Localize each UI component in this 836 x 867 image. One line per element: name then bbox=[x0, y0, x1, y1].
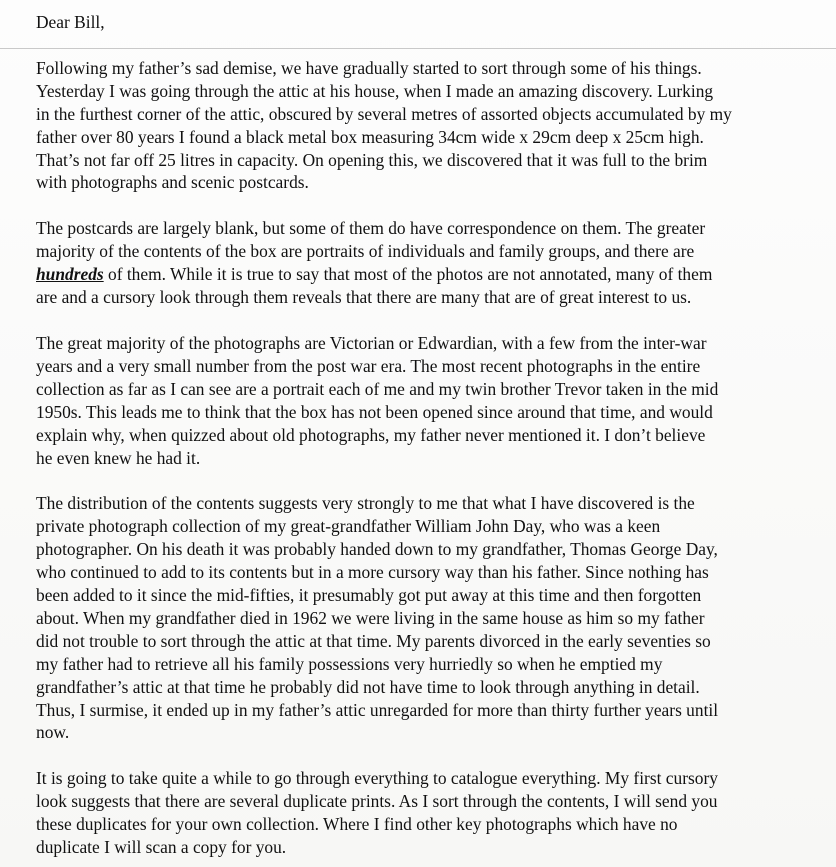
paragraph-catalogue: It is going to take quite a while to go through everything to catalogue everything. My first cursory look suggests that there are several duplicate prints. As I sort through the contents, I will send you these duplicates for your own collection. Where I find other key photographs which have no duplicate I will scan a copy for you. bbox=[36, 768, 718, 858]
paragraph-victorian: The great majority of the photographs are Victorian or Edwardian, with a few from the inter-war years and a very small number from the post war era. The most recent photographs in the entire collection as far as I can see are a portrait each of me and my twin brother Trevor taken in the mid 1950s. This leads me to think that the box has not been opened since around that time, and would explain why, when quizzed about old photographs, my father never mentioned it. I don’t believe he even knew he had it. bbox=[36, 332, 719, 468]
emphasis-hundreds: hundreds bbox=[36, 264, 104, 285]
letter-body bbox=[36, 11, 826, 867]
paragraph-postcards-start: The postcards are largely blank, but some of them do have correspondence on them. The greater majority of the contents of the box are portraits of individuals and family groups, and there are bbox=[36, 218, 706, 262]
salutation: Dear Bill, bbox=[36, 12, 105, 32]
paragraph-postcards bbox=[36, 217, 826, 309]
paragraph-distribution: The distribution of the contents suggests very strongly to me that what I have discovered is the private photograph collection of my great-grandfather William John Day, who was a keen photographer. On his death it was probably handed down to my grandfather, Thomas George Day, who continued to add to its contents but in a more cursory way than his father. Since nothing has been added to it since the mid-fifties, it presumably got put away at this time and then forgotten about. When my grandfather died in 1962 we were living in the same house as him so my father did not trouble to sort through the attic at that time. My parents divorced in the early seventies so my father had to retrieve all his family possessions very hurriedly so when he emptied my grandfather’s attic at that time he probably did not have time to look through anything in detail. Thus, I surmise, it ended up in my father’s attic unregarded for more than thirty further years until now. bbox=[36, 493, 719, 743]
paragraph-discovery: Following my father’s sad demise, we have gradually started to sort through some of his things. Yesterday I was going through the attic at his house, when I made an amazing discovery. Lurking in the furthest corner of the attic, obscured by several metres of assorted objects accumulated by my father over 80 years I found a black metal box measuring 34cm wide x 29cm deep x 25cm high. That’s not far off 25 litres in capacity. On opening this, we discovered that it was full to the brim with photographs and scenic postcards. bbox=[36, 57, 732, 193]
paragraph-postcards-end: of them. While it is true to say that most of the photos are not annotated, many of them are and a cursory look through them reveals that there are many that are of great interest to us. bbox=[36, 264, 713, 308]
